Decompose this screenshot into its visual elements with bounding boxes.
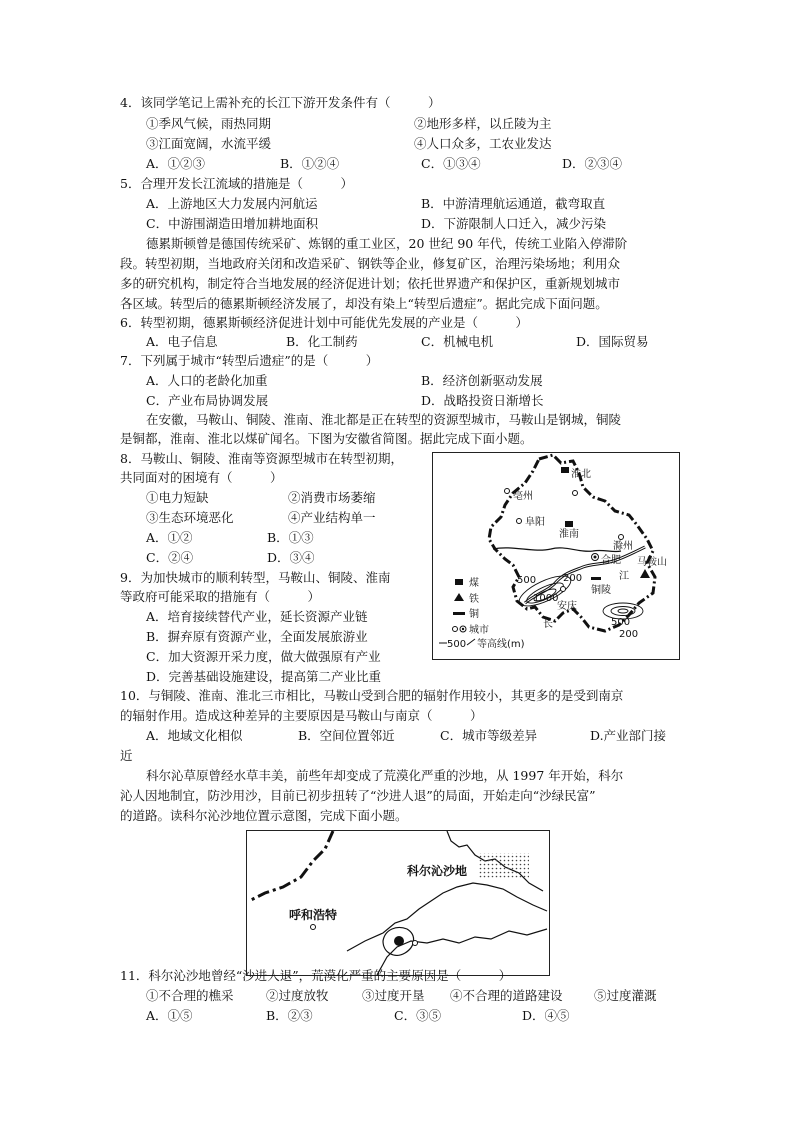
huai-river bbox=[493, 548, 621, 552]
label-huainan: 淮南 bbox=[559, 529, 579, 540]
legend-coal: 煤 bbox=[469, 578, 479, 589]
passage1-line-1: 德累斯顿曾是德国传统采矿、炼钢的重工业区，20 世纪 90 年代，传统工业陷入停滞阶 bbox=[146, 236, 628, 251]
q9-choice-b[interactable]: B．摒弃原有资源产业，全面发展旅游业 bbox=[146, 629, 368, 644]
q8-stem-line-2: 共同面对的困境有（ ） bbox=[120, 470, 283, 485]
q11-choice-a[interactable]: A．①⑤ bbox=[146, 1008, 193, 1023]
coal-symbol-huaibei bbox=[561, 467, 569, 473]
q8-choice-d[interactable]: D．③④ bbox=[267, 550, 315, 565]
q9-choice-a[interactable]: A．培育接续替代产业，延长资源产业链 bbox=[146, 609, 368, 624]
label-horqin-sandland: 科尔沁沙地 bbox=[407, 864, 468, 878]
q9-stem-line-1: 9．为加快城市的顺利转型，马鞍山、铜陵、淮南 bbox=[120, 570, 391, 585]
passage1-line-3: 多的研究机构，制定符合当地发展的经济促进计划；依托世界遗产和保护区，重新规划城市 bbox=[120, 276, 621, 291]
label-bozhou: 亳州 bbox=[513, 491, 533, 502]
q11-choice-b[interactable]: B．②③ bbox=[266, 1008, 313, 1023]
label-jiang: 江 bbox=[619, 571, 629, 582]
legend-iron: 铁 bbox=[469, 594, 479, 605]
q8-choice-c[interactable]: C．②④ bbox=[146, 550, 194, 565]
label-huaibei: 淮北 bbox=[571, 469, 591, 480]
passage2-line-2: 是铜都，淮南、淮北以煤矿闻名。下图为安徽省简图。据此完成下面小题。 bbox=[120, 431, 533, 446]
label-hefei: 合肥 bbox=[601, 555, 621, 566]
label-maanshan: 马鞍山 bbox=[637, 557, 667, 568]
q4-choice-c[interactable]: C．①③④ bbox=[421, 156, 481, 171]
q4-choice-b[interactable]: B．①②④ bbox=[280, 156, 340, 171]
q6-choice-b[interactable]: B．化工制药 bbox=[286, 334, 358, 349]
q10-choice-d-continued: 近 bbox=[120, 748, 133, 763]
q6-choice-c[interactable]: C．机械电机 bbox=[421, 334, 494, 349]
q7-choice-d[interactable]: D．战略投资日渐增长 bbox=[421, 393, 544, 408]
national-border bbox=[249, 831, 333, 901]
coal-symbol-huainan bbox=[565, 521, 573, 527]
q10-choice-a[interactable]: A．地域文化相似 bbox=[146, 728, 243, 743]
q8-option-3: ③生态环境恶化 bbox=[146, 510, 234, 525]
anhui-map bbox=[432, 452, 680, 660]
q11-option-2: ②过度放牧 bbox=[266, 988, 329, 1003]
q6-stem: 6．转型初期，德累斯顿经济促进计划中可能优先发展的产业是（ ） bbox=[120, 315, 528, 330]
q10-choice-b[interactable]: B．空间位置邻近 bbox=[298, 728, 395, 743]
q10-stem-line-1: 10．与铜陵、淮南、淮北三市相比，马鞍山受到合肥的辐射作用较小，其更多的是受到南京 bbox=[120, 688, 624, 703]
q4-stem: 4．该同学笔记上需补充的长江下游开发条件有（ ） bbox=[120, 95, 441, 110]
label-contour-500-b: 500 bbox=[611, 617, 631, 628]
capital-symbol bbox=[394, 936, 404, 946]
q11-choice-c[interactable]: C．③⑤ bbox=[394, 1008, 442, 1023]
q5-stem: 5．合理开发长江流域的措施是（ ） bbox=[120, 176, 353, 191]
q5-choice-c[interactable]: C．中游围湖造田增加耕地面积 bbox=[146, 216, 319, 231]
q7-choice-b[interactable]: B．经济创新驱动发展 bbox=[421, 373, 543, 388]
label-hohhot: 呼和浩特 bbox=[289, 908, 338, 922]
passage3-line-3: 的道路。读科尔沁沙地位置示意图，完成下面小题。 bbox=[120, 808, 408, 823]
q8-option-4: ④产业结构单一 bbox=[288, 510, 376, 525]
horqin-map-graphic bbox=[247, 831, 549, 975]
label-contour-1000: 1000 bbox=[533, 593, 559, 604]
q9-stem-line-2: 等政府可能采取的措施有（ ） bbox=[120, 589, 321, 604]
label-contour-200-a: 200 bbox=[563, 573, 583, 584]
province-boundary-2 bbox=[347, 883, 547, 951]
q10-choice-c[interactable]: C．城市等级差异 bbox=[440, 728, 538, 743]
q4-choice-a[interactable]: A．①②③ bbox=[146, 156, 206, 171]
label-anqing: 安庆 bbox=[557, 601, 577, 612]
q4-choice-d[interactable]: D．②③④ bbox=[562, 156, 623, 171]
q6-choice-d[interactable]: D．国际贸易 bbox=[576, 334, 649, 349]
passage3-line-2: 沁人因地制宜，防沙用沙，目前已初步扭转了“沙进人退”的局面，开始走向“沙绿民富” bbox=[120, 788, 596, 803]
label-chang: 长 bbox=[543, 619, 553, 630]
legend-city: 城市 bbox=[469, 625, 489, 636]
horqin-map bbox=[246, 830, 550, 976]
q11-option-4: ④不合理的道路建设 bbox=[450, 988, 563, 1003]
q11-choice-d[interactable]: D．④⑤ bbox=[522, 1008, 570, 1023]
q11-option-3: ③过度开垦 bbox=[362, 988, 425, 1003]
q11-option-5: ⑤过度灌溉 bbox=[594, 988, 657, 1003]
anhui-map-graphic bbox=[433, 453, 679, 659]
q5-choice-b[interactable]: B．中游清理航运通道，截弯取直 bbox=[421, 196, 606, 211]
q5-choice-d[interactable]: D．下游限制人口迁入，减少污染 bbox=[421, 216, 607, 231]
q11-stem: 11．科尔沁沙地曾经“沙进人退”，荒漠化严重的主要原因是（ ） bbox=[120, 968, 512, 983]
q8-option-2: ②消费市场萎缩 bbox=[288, 490, 376, 505]
q4-option-1: ①季风气候，雨热同期 bbox=[146, 116, 272, 131]
q7-choice-a[interactable]: A．人口的老龄化加重 bbox=[146, 373, 268, 388]
label-chuzhou: 滁州 bbox=[613, 541, 633, 552]
legend-contour-value: 500 bbox=[447, 639, 467, 650]
q7-choice-c[interactable]: C．产业布局协调发展 bbox=[146, 393, 269, 408]
label-contour-500-a: 500 bbox=[517, 575, 537, 586]
legend-contour-label: 等高线(m) bbox=[477, 639, 525, 650]
q8-stem-line-1: 8．马鞍山、铜陵、淮南等资源型城市在转型初期， bbox=[120, 451, 403, 466]
q9-choice-d[interactable]: D．完善基础设施建设，提高第二产业比重 bbox=[146, 669, 382, 684]
passage3-line-1: 科尔沁草原曾经水草丰美，前些年却变成了荒漠化严重的沙地，从 1997 年开始，科尔 bbox=[146, 768, 624, 783]
q10-choice-d[interactable]: D.产业部门接 bbox=[590, 728, 667, 743]
q6-choice-a[interactable]: A．电子信息 bbox=[146, 334, 218, 349]
passage1-line-4: 各区域。转型后的德累斯顿经济发展了，却没有染上“转型后遗症”。据此完成下面问题。 bbox=[120, 296, 608, 311]
passage1-line-2: 段。转型初期，当地政府关闭和改造采矿、钢铁等企业，修复矿区，治理污染场地；利用众 bbox=[120, 256, 621, 271]
q8-choice-b[interactable]: B．①③ bbox=[267, 530, 314, 545]
q4-option-2: ②地形多样，以丘陵为主 bbox=[414, 116, 552, 131]
copper-symbol-tongling bbox=[591, 577, 601, 580]
q8-option-1: ①电力短缺 bbox=[146, 490, 209, 505]
label-contour-200-b: 200 bbox=[619, 629, 639, 640]
label-fuyang: 阜阳 bbox=[525, 517, 545, 528]
q11-option-1: ①不合理的樵采 bbox=[146, 988, 234, 1003]
q4-option-4: ④人口众多，工农业发达 bbox=[414, 136, 552, 151]
q9-choice-c[interactable]: C．加大资源开采力度，做大做强原有产业 bbox=[146, 649, 381, 664]
q4-option-3: ③江面宽阔，水流平缓 bbox=[146, 136, 272, 151]
q7-stem: 7．下列属于城市“转型后遗症”的是（ ） bbox=[120, 353, 379, 368]
label-tongling: 铜陵 bbox=[591, 585, 611, 596]
iron-symbol-maanshan bbox=[640, 569, 650, 578]
passage2-line-1: 在安徽，马鞍山、铜陵、淮南、淮北都是正在转型的资源型城市，马鞍山是钢城，铜陵 bbox=[146, 412, 622, 427]
legend-copper: 铜 bbox=[469, 609, 479, 620]
q10-stem-line-2: 的辐射作用。造成这种差异的主要原因是马鞍山与南京（ ） bbox=[120, 708, 483, 723]
q8-choice-a[interactable]: A．①② bbox=[146, 530, 193, 545]
q5-choice-a[interactable]: A．上游地区大力发展内河航运 bbox=[146, 196, 318, 211]
